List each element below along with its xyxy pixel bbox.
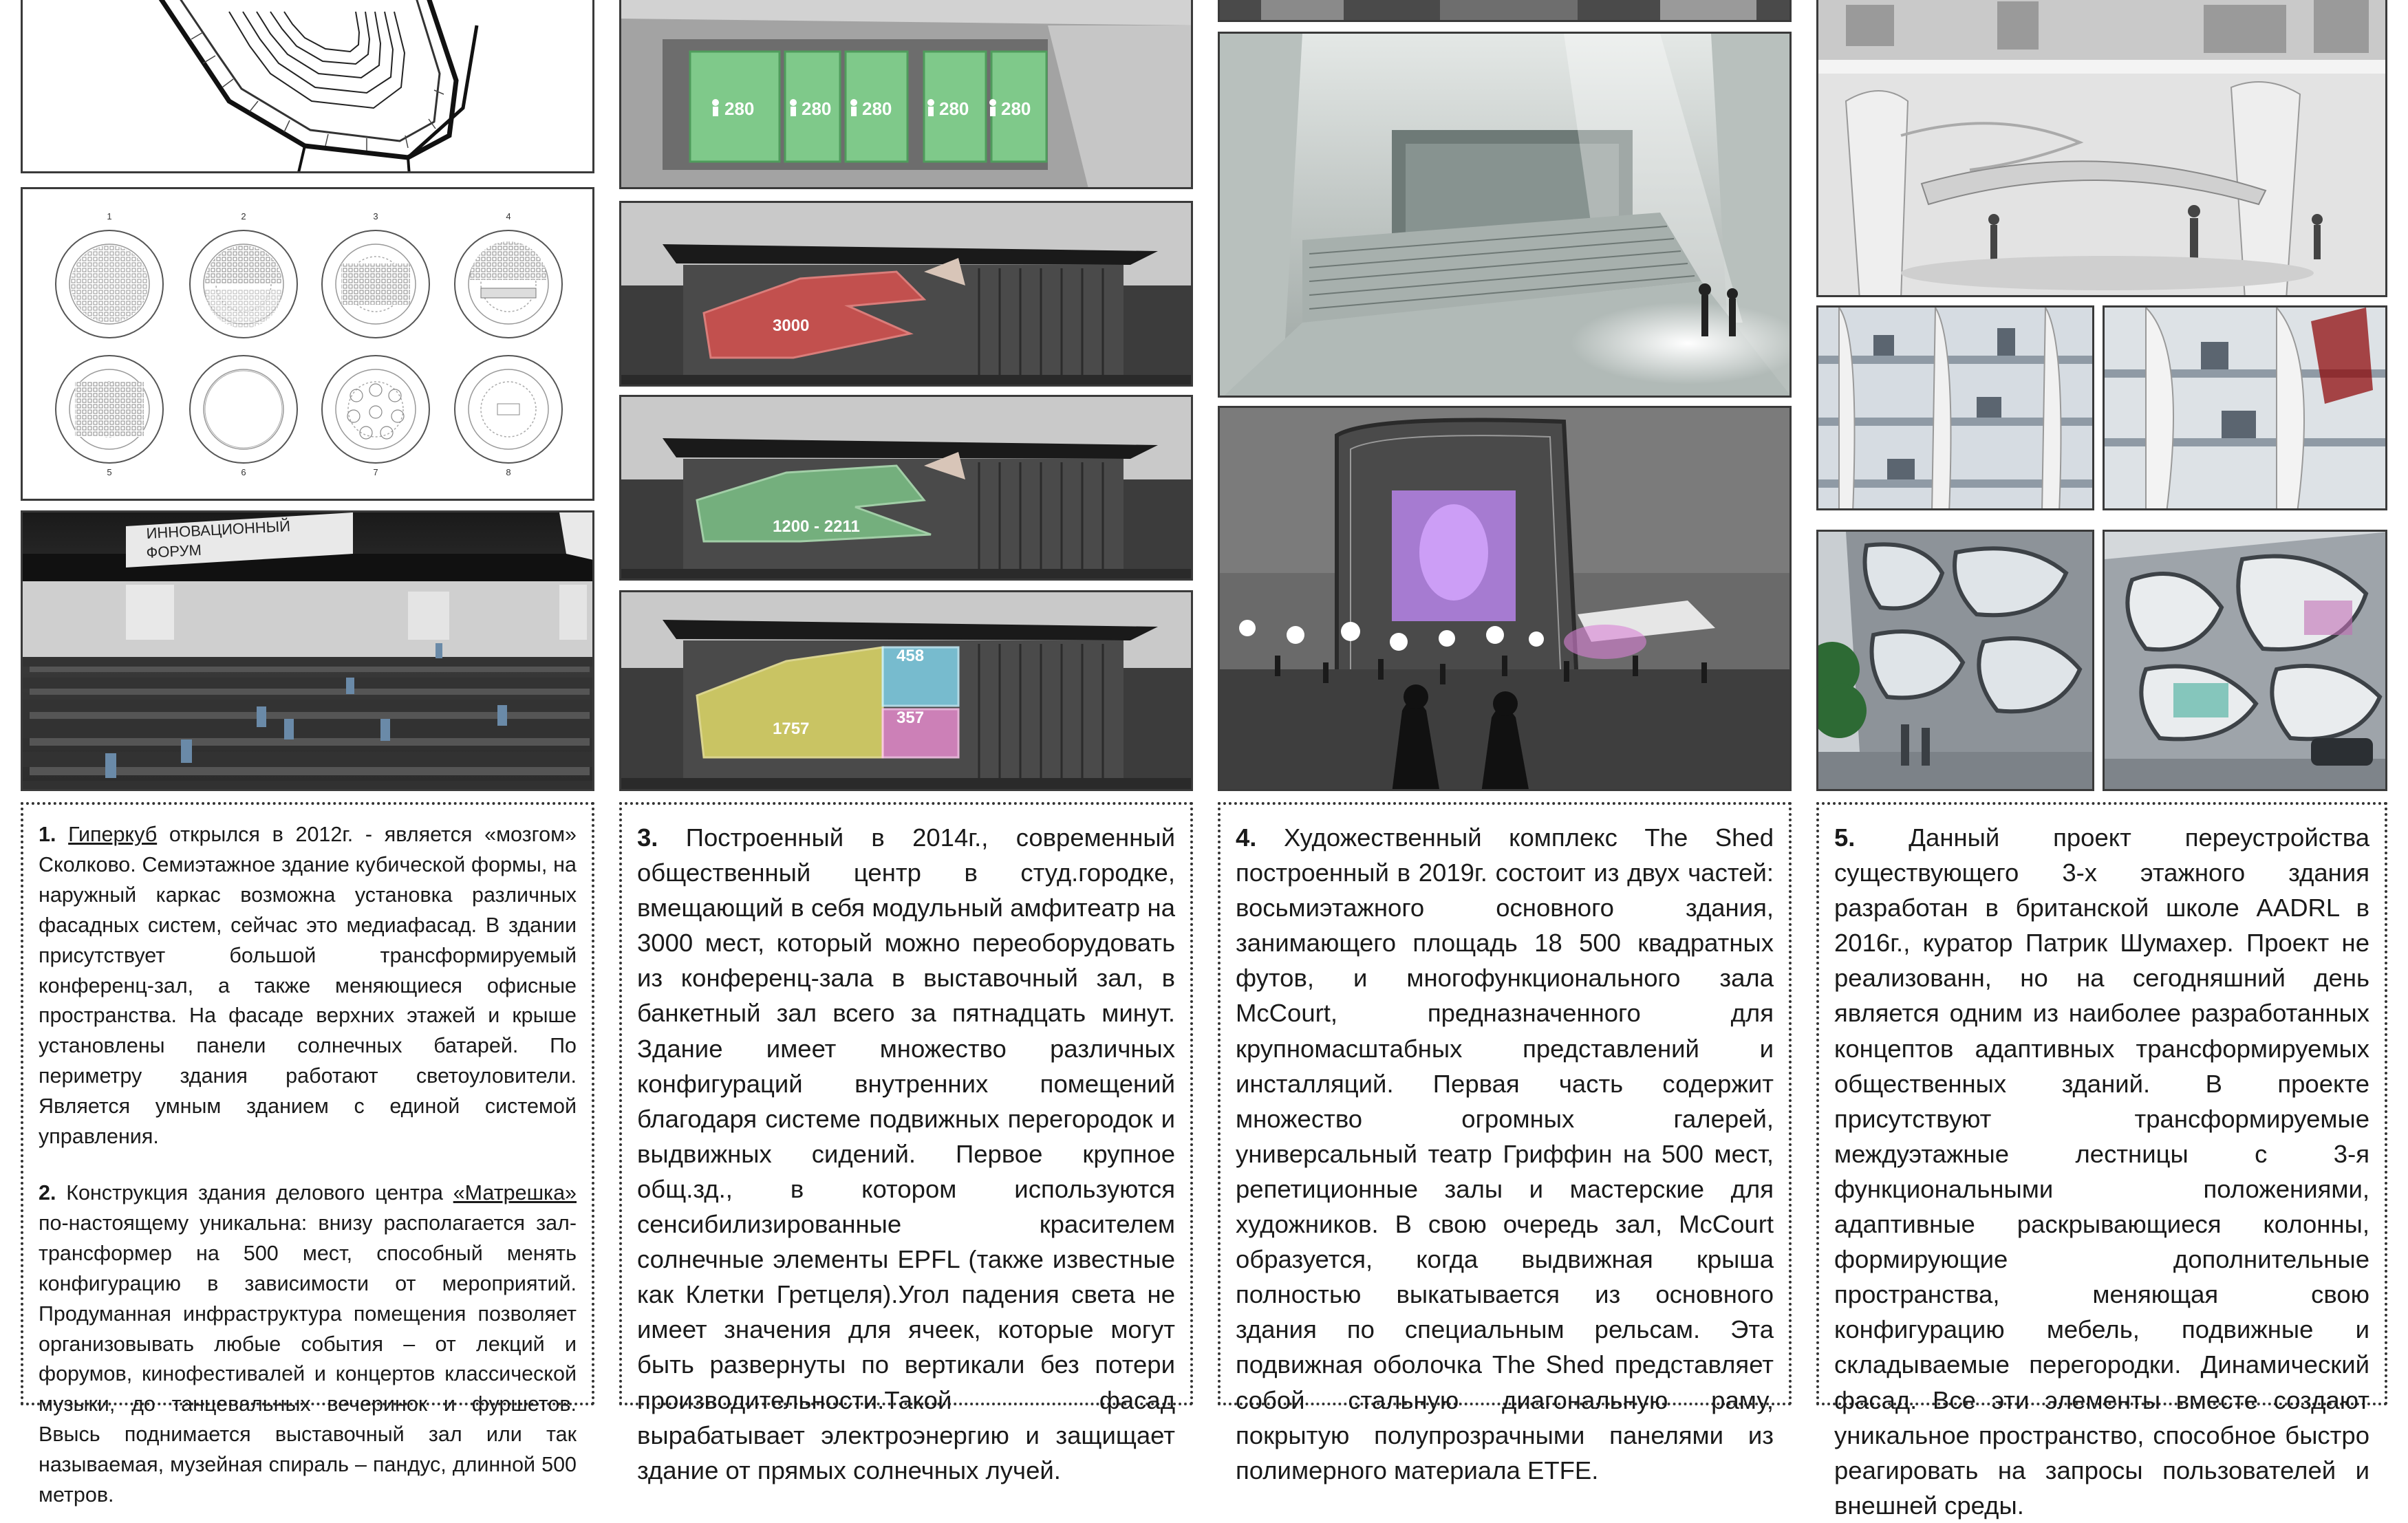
section-red-svg — [621, 203, 1193, 387]
shed-top-strip — [1218, 0, 1792, 22]
hall-configuration-plans — [21, 187, 594, 501]
capacity-label: 280 — [939, 98, 969, 119]
paragraph-body: Данный проект переустройства существующего 3-х этажного здания разработан в британской школе AADRL в 2016г., куратор Патрик Шумахер. Проект не реализованн, но на сегодняшний день является одним из наиболее разработанных концептов адаптивных трансформируемых общественных зданий. В проекте присутствуют трансформируемые междуэтажные лестницы с 3-я функциональными положениями, адаптивные раскрывающиеся колонны, формирующие дополнительные пространства, меняющая свою конфигурацию мебель, подвижные и складываемые перегородки. Динамический фасад. Все эти элементы вместе создают уникальное пространство, способное быстро реагировать на запросы пользователей и внешней среды. — [1834, 823, 2369, 1520]
paragraph-epfl — [637, 820, 1175, 1488]
aadrl-facade-render-left — [1816, 530, 2094, 791]
plan-number: 4 — [506, 211, 511, 222]
paragraph-body: открылся в 2012г. - является «мозгом» Сколково. Семиэтажное здание кубической формы, на наружный каркас возможна установка различных фасадных систем, сейчас это медиафасад. В здании присутствует большой трансформируемый конференц-зал, а также меняющиеся офисные пространства. На фасаде верхних этажей и крыше установлены панели солнечных батарей. По периметру здания работают светоуловители. Является умным зданием с единой системой управления. — [39, 823, 577, 1149]
section-green-svg — [621, 397, 1193, 581]
modular-rooms-svg — [621, 0, 1193, 189]
paragraph-intro: Конструкция здания делового центра — [56, 1180, 453, 1205]
hypercube-hall-photo — [21, 510, 594, 791]
shed-night-event-render — [1218, 406, 1792, 791]
forum-banner-line2: ФОРУМ — [145, 541, 202, 561]
paragraph-number: 4. — [1236, 823, 1257, 852]
plan-number: 7 — [373, 467, 378, 477]
capacity-label: 1200 - 2211 — [773, 517, 860, 536]
plan-number: 1 — [107, 211, 112, 222]
plan-number: 3 — [373, 211, 378, 222]
paragraph-body: Построенный в 2014г., современный общественный центр в студ.городке, вмещающий в себя модульный амфитеатр на 3000 мест, который можно переоборудовать из конференц-зала в выставочный зал, в банкетный зал всего за пятнадцать минут. Здание имеет множество различных конфигураций внутренних помещений благодаря системе подвижных перегородок и выдвижных сидений. Первое крупное общ.зд., в котором используются сенсибилизированные красителем солнечные элементы EPFL (также известные как Клетки Гретцеля).Угол падения света не имеет значения для ячеек, которые могут быть развернуты по вертикали без потери производительности.Такой фасад вырабатывает электроэнергию и защищает здание от прямых солнечных лучей. — [637, 823, 1175, 1484]
griffin-theater-render — [1218, 32, 1792, 398]
text-box-1 — [21, 802, 594, 1507]
paragraph-number: 2. — [39, 1180, 56, 1205]
night-event-svg — [1220, 408, 1792, 791]
text-box-4 — [1218, 802, 1792, 1484]
section-yellow-svg — [621, 592, 1193, 791]
paragraph-number: 3. — [637, 823, 658, 852]
hall-photo-svg — [23, 512, 594, 791]
modular-rooms-render — [619, 0, 1193, 189]
capacity-label: 458 — [896, 647, 925, 665]
facade-right-svg — [2105, 532, 2387, 791]
paragraph-body: Художественный комплекс The Shed построенный в 2019г. состоит из двух частей: восьмиэтажного основного здания, занимающего площадь 18 500 квадратных футов, и многофункционального зала McCourt, предназначенного для крупномасштабных представлений и инсталляций. Первая часть содержит множество огромных галерей, универсальный театр Гриффин на 500 мест, репетиционные залы и мастерские для художников. В свою очередь зал, McCourt образуется, когда выдвижная крыша полностью выкатывается из основного здания по специальным рельсам. Эта подвижная оболочка The Shed представляет собой стальную диагональную раму, покрытую полупрозрачными панелями из полимерного материала ETFE. — [1236, 823, 1774, 1484]
section-render-red — [619, 201, 1193, 387]
paragraph-aadrl — [1834, 820, 2369, 1523]
paragraph-body: по-настоящему уникальна: внизу располагается зал-трансформер на 500 мест, способный менять конфигурацию в зависимости от мероприятий. Продуманная инфраструктура помещения позволяет организовывать любые события – от лекций и форумов, кинофестивалей и концертов классической музыки, до танцевальных вечеринок и фуршетов. Ввысь поднимается выставочный зал или так называемая, музейная спираль – пандус, длинной 500 метров. — [39, 1211, 577, 1507]
capacity-label: 280 — [1001, 98, 1031, 119]
plan-number: 2 — [241, 211, 246, 222]
plan-number: 5 — [107, 467, 112, 477]
aadrl-shelves-render-left — [1816, 305, 2094, 510]
text-box-5 — [1816, 802, 2387, 1520]
aadrl-facade-render-right — [2103, 530, 2387, 791]
paragraph-number: 5. — [1834, 823, 1856, 852]
paragraph-hypercube — [39, 820, 577, 1152]
section-drawing-svg — [23, 0, 594, 173]
capacity-label: 280 — [862, 98, 892, 119]
theater-render-svg — [1220, 34, 1792, 398]
paragraph-number: 1. — [39, 823, 56, 846]
shelves-right-svg — [2105, 307, 2387, 510]
capacity-label: 357 — [896, 709, 925, 727]
interior-render-svg — [1818, 0, 2387, 297]
shelves-left-svg — [1818, 307, 2094, 510]
section-render-yellow — [619, 590, 1193, 791]
configuration-plans-svg — [23, 189, 594, 501]
capacity-label: 1757 — [773, 720, 810, 738]
hypercube-link[interactable]: Гиперкуб — [68, 823, 158, 846]
top-strip-svg — [1220, 0, 1792, 22]
aadrl-interior-render — [1816, 0, 2387, 297]
capacity-label: 280 — [724, 98, 755, 119]
capacity-label: 3000 — [773, 316, 810, 335]
aadrl-shelves-render-right — [2103, 305, 2387, 510]
paragraph-matryoshka — [39, 1178, 577, 1511]
paragraph-the-shed — [1236, 820, 1774, 1488]
section-render-green — [619, 395, 1193, 581]
capacity-label: 280 — [802, 98, 832, 119]
plan-number: 8 — [506, 467, 511, 477]
forum-banner-line1: ИННОВАЦИОННЫЙ — [145, 517, 291, 542]
hypercube-section-drawing — [21, 0, 594, 173]
facade-left-svg — [1818, 532, 2094, 791]
plan-number: 6 — [241, 467, 246, 477]
text-box-3 — [619, 802, 1193, 1484]
matryoshka-link[interactable]: «Матрешка» — [453, 1180, 577, 1205]
